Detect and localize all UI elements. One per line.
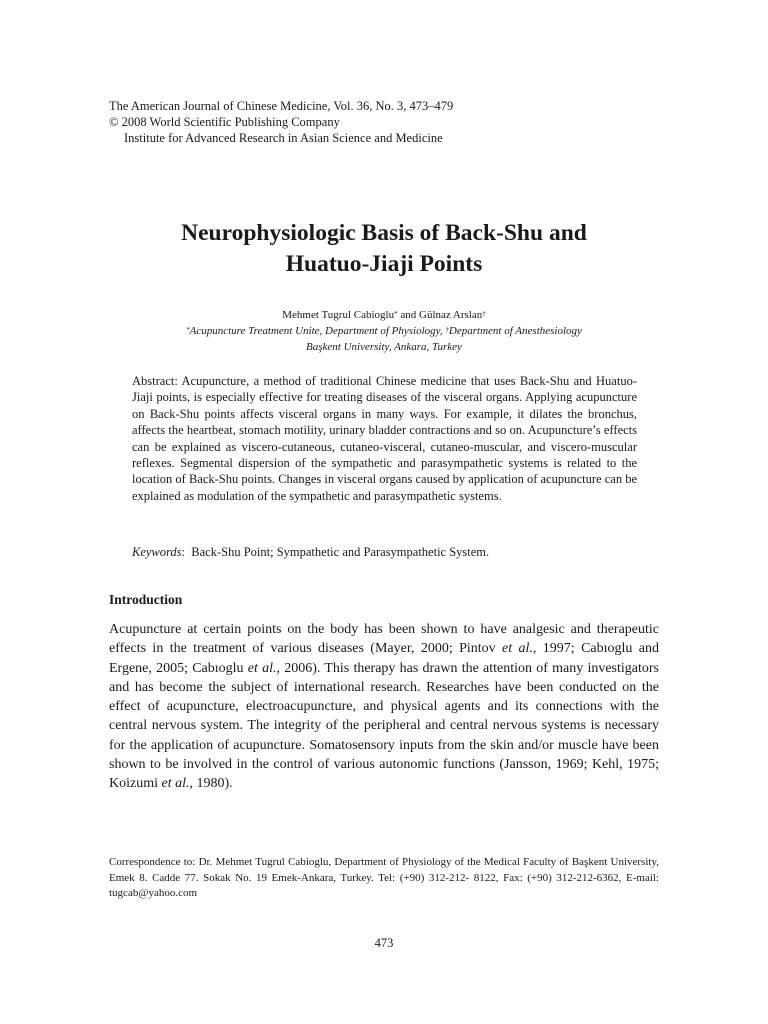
correspondence-footnote: Correspondence to: Dr. Mehmet Tugrul Cabioglu, Department of Physiology of the Medical Faculty of Başkent University, Emek 8. Cadde 77. Sokak No. 19 Emek-Ankara, Turkey. Tel: (+90) 312-212- 8122, Fax: (+90) 312-212-6362, E-mail: tugcab@yahoo.com (109, 856, 659, 899)
author-2-mark: † (482, 310, 486, 318)
institute-line: Institute for Advanced Research in Asian Science and Medicine (124, 131, 443, 145)
author-block (0, 307, 768, 355)
journal-header (109, 98, 453, 146)
author-1: Mehmet Tugrul Cabioglu (282, 309, 395, 321)
affiliation-1: Acupuncture Treatment Unite, Department of Physiology (189, 325, 440, 337)
affiliation-2: Department of Anesthesiology (448, 325, 582, 337)
intro-text-2: , 1997; Cabıoglu and Ergene, 2005; Cabıoglu (109, 641, 659, 676)
journal-citation: The American Journal of Chinese Medicine, Vol. 36, No. 3, 473–479 (109, 99, 454, 113)
intro-text-4: , 1980). (189, 776, 233, 792)
paper-title (0, 218, 768, 280)
keywords-colon: : (181, 545, 186, 559)
author-names (0, 307, 768, 323)
keywords-label: Keywords (132, 545, 182, 559)
author-1-mark: * (394, 310, 398, 318)
affiliation-2-mark: † (445, 326, 449, 334)
intro-text-3: , 2006). This therapy has drawn the attention of many investigators and has become the subject of international research. Researches have been conducted on the effect of acupuncture, electroacupuncture, and physical agents and its connections with the central nervous system. The integrity of the peripheral and central nervous systems is necessary for the application of acupuncture. Somatosensory inputs from the skin and/or muscle have been shown to be involved in the control of various autonomic functions (Jansson, 1969; Kehl, 1975; Koizumi (109, 660, 659, 792)
intro-etal-2: et al. (247, 660, 277, 676)
keywords (132, 544, 637, 560)
keywords-text: Back-Shu Point; Sympathetic and Parasympathetic System. (191, 545, 490, 559)
author-conjunction: and (397, 309, 419, 321)
copyright-line: © 2008 World Scientific Publishing Company (109, 115, 340, 129)
introduction-heading: Introduction (109, 592, 183, 607)
page-number: 473 (374, 936, 394, 950)
affiliation-separator: , (439, 325, 446, 337)
intro-text-1: Acupuncture at certain points on the body has been shown to have analgesic and therapeutic effects in the treatment of various diseases (Mayer, 2000; Pintov (109, 622, 659, 657)
title-line-2: Huatuo-Jiaji Points (285, 251, 483, 277)
intro-etal-1: et al. (502, 641, 533, 657)
affiliation-1-mark: * (186, 326, 190, 334)
university: Başkent University, Ankara, Turkey (306, 341, 462, 353)
title-line-1: Neurophysiologic Basis of Back-Shu and (181, 220, 587, 246)
affiliations (0, 323, 768, 339)
introduction-paragraph (109, 620, 659, 794)
intro-etal-3: et al. (161, 776, 190, 792)
abstract: Abstract: Acupuncture, a method of traditional Chinese medicine that uses Back-Shu and Huatuo-Jiaji points, is especially effective for treating diseases of the visceral organs. Applying acupuncture on Back-Shu points affects visceral organs in many ways. For example, it dilates the bronchus, affects the heartbeat, stomach motility, urinary bladder contractions and so on. Acupuncture’s effects can be explained as viscero-cutaneous, cutaneo-visceral, cutaneo-muscular, and viscero-muscular reflexes. Segmental dispersion of the sympathetic and parasympathetic systems is related to the location of Back-Shu points. Changes in visceral organs caused by application of acupuncture can be explained as modulation of the sympathetic and parasympathetic systems. (132, 374, 637, 503)
author-2: Gülnaz Arslan (419, 309, 483, 321)
